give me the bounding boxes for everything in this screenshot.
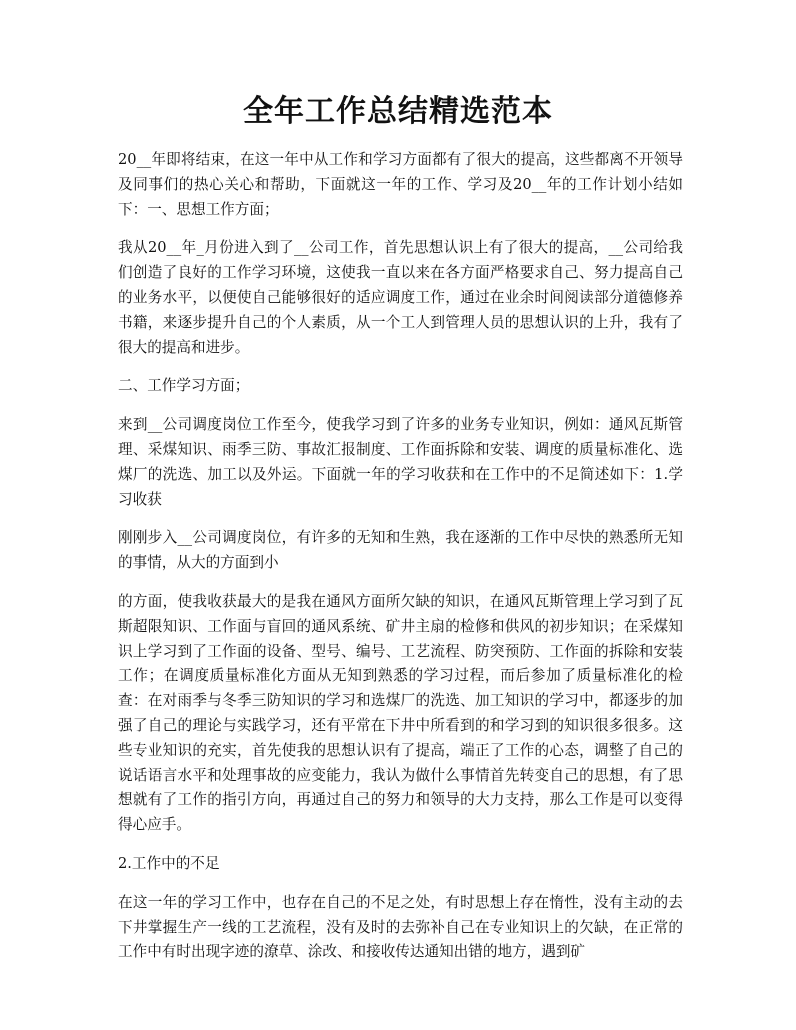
document-body xyxy=(118,148,683,979)
work-study-paragraph: 来到__公司调度岗位工作至今，使我学习到了许多的业务专业知识，例如：通风瓦斯管理、采煤知识、雨季三防、事故汇报制度、工作面拆除和安装、调度的质量标准化、选煤厂的洗选、加工以及外运。下面就一年的学习收获和在工作中的不足简述如下：1.学习收获 xyxy=(118,416,683,508)
shortcomings-paragraph: 在这一年的学习工作中，也存在自己的不足之处，有时思想上存在惰性，没有主动的去下井掌握生产一线的工艺流程，没有及时的去弥补自己在专业知识上的欠缺，在正常的工作中有时出现字迹的潦草、涂改、和接收传达通知出错的地方，遇到矿 xyxy=(118,893,683,961)
learning-gains-paragraph: 的方面，使我收获最大的是我在通风方面所欠缺的知识，在通风瓦斯管理上学习到了瓦斯超限知识、工作面与盲回的通风系统、矿井主扇的检修和供风的初步知识；在采煤知识上学习到了工作面的设备、型号、编号、工艺流程、防突预防、工作面的拆除和安装工作；在调度质量标准化方面从无知到熟悉的学习过程，而后参加了质量标准化的检查：在对雨季与冬季三防知识的学习和选煤厂的洗选、加工知识的学习中，都逐步的加强了自己的理论与实践学习，还有平常在下井中所看到的和学习到的知识很多很多。这些专业知识的充实，首先使我的思想认识有了提高，端正了工作的心态，调整了自己的说话语言水平和处理事故的应变能力，我认为做什么事情首先转变自己的思想，有了思想就有了工作的指引方向，再通过自己的努力和领导的大力支持，那么工作是可以变得得心应手。 xyxy=(118,592,683,834)
section-heading-shortcomings: 2.工作中的不足 xyxy=(118,854,220,872)
intro-paragraph: 20__年即将结束，在这一年中从工作和学习方面都有了很大的提高，这些都离不开领导及同事们的热心关心和帮助，下面就这一年的工作、学习及20__年的工作计划小结如下：一、思想工作方面； xyxy=(118,151,683,218)
document-title: 全年工作总结精选范本 xyxy=(243,94,553,129)
thought-work-paragraph: 我从20__年_月份进入到了__公司工作，首先思想认识上有了很大的提高，__公司给我们创造了良好的工作学习环境，这使我一直以来在各方面严格要求自己、努力提高自己的业务水平，以便使自己能够很好的适应调度工作，通过在业余时间阅读部分道德修养书籍，来逐步提升自己的个人素质，从一个工人到管理人员的思想认识的上升，我有了很大的提高和进步。 xyxy=(118,239,683,356)
early-days-paragraph: 刚刚步入__公司调度岗位，有许多的无知和生熟，我在逐渐的工作中尽快的熟悉所无知的事情，从大的方面到小 xyxy=(118,529,683,572)
section-heading-work-study: 二、工作学习方面； xyxy=(118,377,250,395)
